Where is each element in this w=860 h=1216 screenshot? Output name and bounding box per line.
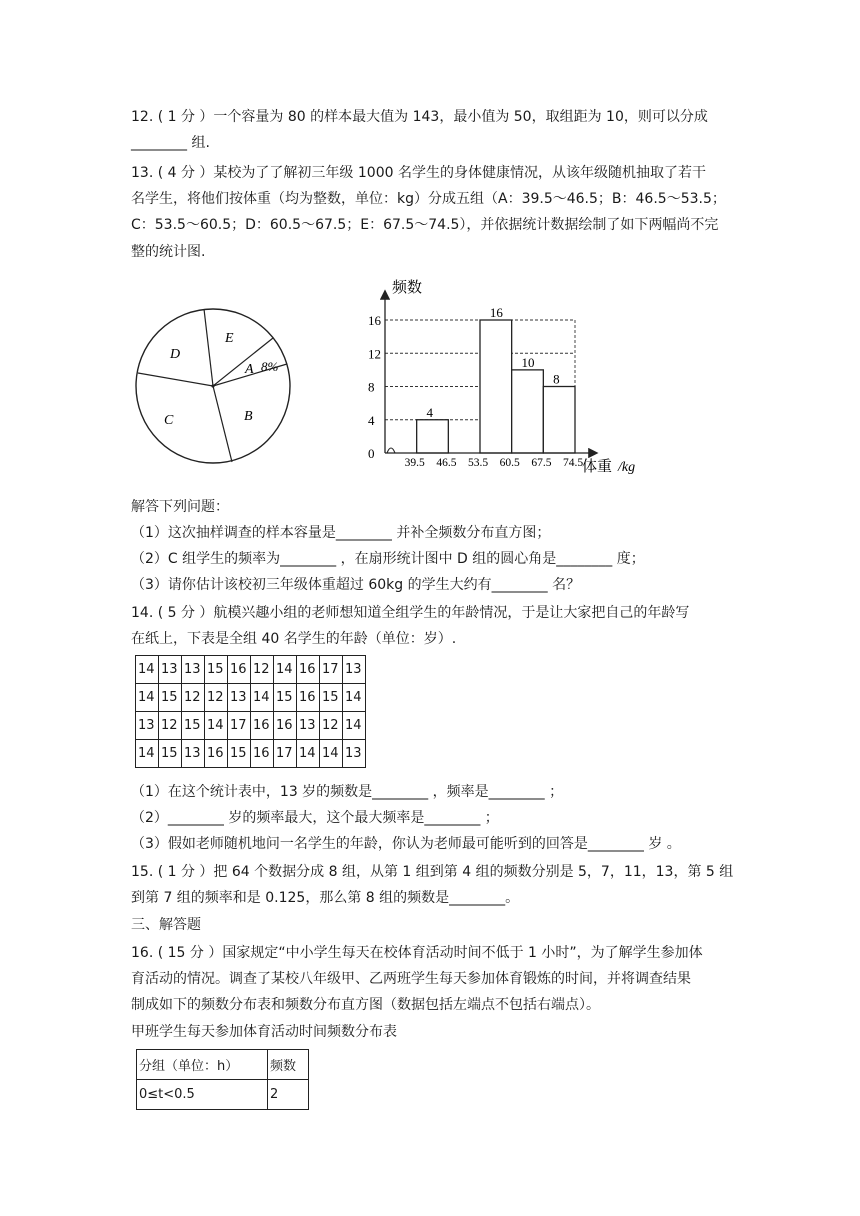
table-cell: 13 [182,740,205,768]
y-tick-label: 0 [368,446,375,461]
table-cell: 15 [228,740,251,768]
x-tick-label: 46.5 [436,457,457,469]
q12-line2: ________ 组. [131,135,210,151]
pie-label-e: E [225,331,234,346]
q14-line2: 在纸上，下表是全组 40 名学生的年龄（单位：岁）. [131,631,457,647]
table-cell: 16 [251,740,274,768]
table-cell: 14 [343,712,366,740]
q13-line4: 整的统计图. [131,244,206,260]
table-cell: 13 [159,656,182,684]
table-cell: 13 [343,740,366,768]
pie-chart [130,300,300,470]
frequency-table-header [137,1050,309,1080]
x-tick-label: 74.5 [563,457,584,469]
age-table [135,655,366,768]
table-cell: 12 [320,712,343,740]
table-cell: 14 [297,740,320,768]
histogram-bar [512,370,544,453]
table-cell: 14 [136,656,159,684]
table-cell: 16 [228,656,251,684]
row-group: 0≤t<0.5 [137,1080,268,1110]
frequency-table [136,1049,309,1110]
table-cell: 15 [159,684,182,712]
histogram-bar [543,387,575,454]
y-tick-label: 8 [368,379,375,395]
table-cell: 14 [136,684,159,712]
table-cell: 17 [274,740,297,768]
q13-sub3: （3）请你估计该校初三年级体重超过 60kg 的学生大约有________ 名？ [131,577,581,593]
pie-label-a-percent: 8% [261,359,279,374]
q13-line1: 13. ( 4 分 ）某校为了了解初三年级 1000 名学生的身体健康情况，从该年级随机抽取了若干 [131,165,706,181]
histogram-bar [480,320,512,453]
pie-label-b: B [244,409,253,424]
table-cell: 14 [136,740,159,768]
q14-sub1: （1）在这个统计表中，13 岁的频数是________ ，频率是________ ； [131,784,564,800]
table-row [137,1080,309,1110]
q16-line1: 16. ( 15 分 ）国家规定“中小学生每天在校体育活动时间不低于 1 小时”，为了解学生参加体 [131,945,703,961]
q15-line2: 到第 7 组的频率和是 0.125，那么第 8 组的频数是________。 [131,890,520,906]
x-tick-label: 60.5 [499,457,520,469]
x-tick-label: 67.5 [531,457,552,469]
table-row [136,656,366,684]
axis-break [387,448,395,453]
table-cell: 17 [228,712,251,740]
table-cell: 12 [182,684,205,712]
table-cell: 15 [274,684,297,712]
table-cell: 13 [297,712,320,740]
table-cell: 13 [343,656,366,684]
table-row [136,740,366,768]
table-cell: 15 [205,656,228,684]
q13-line2: 名学生，将他们按体重（均为整数，单位：kg）分成五组（A：39.5～46.5；B：46.5～53.5； [131,191,726,207]
q14-sub2: （2）________ 岁的频率最大，这个最大频率是________ ； [131,810,499,826]
q15-line1: 15. ( 1 分 ）把 64 个数据分成 8 组，从第 1 组到第 4 组的频数分别是 5，7，11，13，第 5 组 [131,864,734,880]
x-tick-label: 39.5 [404,457,425,469]
q13-sub2: （2）C 组学生的频率为________ ，在扇形统计图中 D 组的圆心角是________ 度； [131,551,645,567]
bar-value-label: 8 [553,371,560,387]
table-cell: 16 [251,712,274,740]
q13-sub1: （1）这次抽样调查的样本容量是________ 并补全频数分布直方图； [131,525,551,541]
y-tick-label: 12 [368,346,381,362]
bar-value-label: 10 [521,354,535,370]
table-cell: 17 [320,656,343,684]
pie-label-a: A [245,362,254,377]
y-tick-label: 4 [368,412,375,428]
q12-line1: 12. ( 1 分 ）一个容量为 80 的样本最大值为 143，最小值为 50，取组距为 10，则可以分成 [131,109,708,125]
table-cell: 16 [297,684,320,712]
bar-value-label: 4 [426,404,433,420]
q14-sub3: （3）假如老师随机地问一名学生的年龄，你认为老师最可能听到的回答是________ 岁 。 [131,836,681,852]
pie-label-d: D [170,347,181,362]
q13-line3: C：53.5～60.5；D：60.5～67.5；E：67.5～74.5），并依据统计数据绘制了如下两幅尚不完 [131,217,719,233]
table-cell: 15 [159,740,182,768]
x-tick-label: 53.5 [468,457,489,469]
pie-label-c: C [164,413,174,428]
table-cell: 15 [320,684,343,712]
histogram-chart [360,278,660,478]
table-cell: 12 [205,684,228,712]
y-tick-label: 16 [368,313,381,328]
q14-line1: 14. ( 5 分 ）航模兴趣小组的老师想知道全组学生的年龄情况，于是让大家把自己的年龄写 [131,605,690,621]
header-group: 分组（单位：h） [137,1050,268,1080]
y-axis-title: 频数 [392,280,423,296]
table-cell: 13 [228,684,251,712]
q16-line3: 制成如下的频数分布表和频数分布直方图（数据包括左端点不包括右端点）。 [131,997,600,1013]
pie-divider-de [204,309,213,386]
row-frequency: 2 [268,1080,309,1110]
histogram-bar [417,420,449,453]
x-axis-title: 体重 [582,459,613,475]
table-cell: 16 [274,712,297,740]
x-axis-unit: /kg [618,460,636,475]
q16-line2: 育活动的情况。调查了某校八年级甲、乙两班学生每天参加体育锻炼的时间，并将调查结果 [131,971,691,987]
section-heading: 三、解答题 [131,917,201,933]
table-cell: 12 [159,712,182,740]
q13-intro: 解答下列问题： [131,499,229,515]
table-row [136,712,366,740]
table-cell: 13 [136,712,159,740]
table-cell: 13 [182,656,205,684]
q16-table-title: 甲班学生每天参加体育活动时间频数分布表 [131,1024,397,1040]
pie-divider-cd [138,373,213,386]
bar-value-label: 16 [489,305,503,320]
table-cell: 14 [205,712,228,740]
table-cell: 14 [274,656,297,684]
header-frequency: 频数 [268,1050,309,1080]
table-row [136,684,366,712]
table-cell: 16 [297,656,320,684]
table-cell: 16 [205,740,228,768]
table-cell: 15 [182,712,205,740]
table-cell: 14 [343,684,366,712]
table-cell: 14 [320,740,343,768]
table-cell: 12 [251,656,274,684]
table-cell: 14 [251,684,274,712]
pie-divider-bc [213,386,232,462]
